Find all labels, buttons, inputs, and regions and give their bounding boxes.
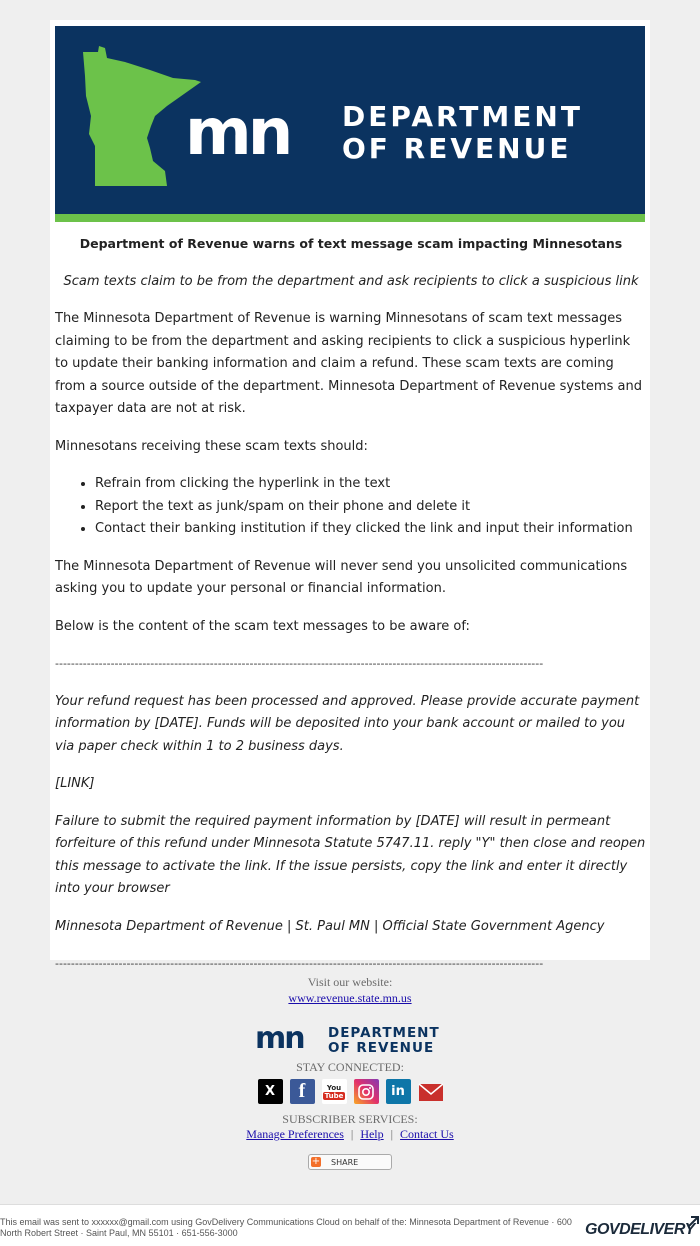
advice-list — [55, 473, 647, 541]
should-intro: Minnesotans receiving these scam texts should: — [55, 438, 368, 454]
visit-label: Visit our website: — [307, 975, 393, 989]
department-wordmark — [342, 101, 583, 165]
dept-line-2: OF REVENUE — [342, 132, 572, 165]
contact-us-link[interactable]: Contact Us — [400, 1127, 454, 1141]
link-separator: | — [390, 1127, 394, 1141]
arrow-icon — [686, 1215, 700, 1229]
footer-logo — [255, 1021, 445, 1058]
footer-mn-logo: mn — [255, 1021, 304, 1056]
youtube-icon[interactable] — [322, 1079, 347, 1104]
banner-green-stripe — [55, 214, 645, 222]
header-banner — [55, 26, 645, 214]
dept-line-1: DEPARTMENT — [342, 100, 583, 133]
youtube-icon-top: You — [326, 1083, 342, 1092]
youtube-icon-bottom: Tube — [324, 1091, 344, 1100]
x-icon[interactable]: X — [258, 1079, 283, 1104]
plus-icon: + — [311, 1156, 321, 1167]
stay-connected-label: STAY CONNECTED: — [296, 1060, 404, 1074]
article-body — [55, 224, 647, 976]
subscriber-label: SUBSCRIBER SERVICES: — [282, 1112, 418, 1126]
footer-dept-wordmark — [328, 1026, 440, 1056]
footer-dept-line-1: DEPARTMENT — [328, 1025, 440, 1041]
scam-signature: Minnesota Department of Revenue | St. Paul MN | Official State Government Agency — [55, 918, 605, 934]
divider-top: --------------------------------------------------------------------------------------------------------------------------- — [55, 657, 544, 670]
list-item: • Refrain from clicking the hyperlink in the text — [95, 473, 647, 496]
share-label: SHARE — [331, 1157, 359, 1167]
list-item: • Contact their banking institution if they clicked the link and input their information — [95, 518, 647, 541]
linkedin-icon[interactable]: in — [386, 1079, 411, 1104]
link-separator: | — [350, 1127, 354, 1141]
mn-logo: mn — [185, 96, 290, 170]
intro-paragraph: The Minnesota Department of Revenue is warning Minnesotans of scam text messages claiming to be from the department and asking recipients to click a suspicious hyperlink to update their banking information and claim a refund. These scam texts are coming from a source outside of the department. Minnesota Department of Revenue systems and taxpayer data are not at risk. — [55, 311, 642, 416]
below-content-paragraph: Below is the content of the scam text messages to be aware of: — [55, 618, 470, 634]
never-send-paragraph: The Minnesota Department of Revenue will never send you unsolicited communications asking you to update your personal or financial information. — [55, 558, 628, 596]
sent-to-notice: This email was sent to xxxxxx@gmail.com using GovDelivery Communications Cloud on behalf of the: Minnesota Department of Revenue · 600 North Robert Street · Saint Paul, MN 55101 · 651-556-3000 — [0, 1217, 572, 1238]
govdelivery-label: GOVDELIVERY — [585, 1221, 695, 1238]
social-icons — [0, 1079, 700, 1104]
bottom-bar — [0, 1204, 700, 1246]
govdelivery-logo[interactable] — [585, 1221, 695, 1239]
headline: Department of Revenue warns of text message scam impacting Minnesotans — [79, 236, 623, 251]
email-icon[interactable] — [418, 1079, 443, 1104]
divider-bottom: --------------------------------------------------------------------------------------------------------------------------- — [55, 957, 544, 970]
list-item: • Report the text as junk/spam on their phone and delete it — [95, 496, 647, 519]
website-link[interactable]: www.revenue.state.mn.us — [288, 991, 412, 1005]
scam-paragraph-2: Failure to submit the required payment information by [DATE] will result in permeant forfeiture of this refund under Minnesota Statute 5747.11. reply "Y" then close and reopen this message to activate the link. If the issue persists, copy the link and enter it directly into your browser — [55, 813, 646, 896]
help-link[interactable]: Help — [360, 1127, 384, 1141]
footer-dept-line-2: OF REVENUE — [328, 1040, 435, 1056]
share-button[interactable] — [308, 1154, 392, 1170]
instagram-icon[interactable] — [354, 1079, 379, 1104]
subscriber-links — [0, 1127, 700, 1142]
facebook-icon[interactable]: f — [290, 1079, 315, 1104]
email-card — [50, 20, 650, 970]
scam-link: [LINK] — [55, 776, 95, 791]
manage-preferences-link[interactable]: Manage Preferences — [246, 1127, 344, 1141]
scam-paragraph-1: Your refund request has been processed and approved. Please provide accurate payment information by [DATE]. Funds will be deposited into your bank account or mailed to you via paper check within 1 to 2 business days. — [55, 693, 640, 754]
subhead: Scam texts claim to be from the department and ask recipients to click a suspicious link — [63, 273, 639, 289]
email-footer — [0, 975, 700, 1170]
